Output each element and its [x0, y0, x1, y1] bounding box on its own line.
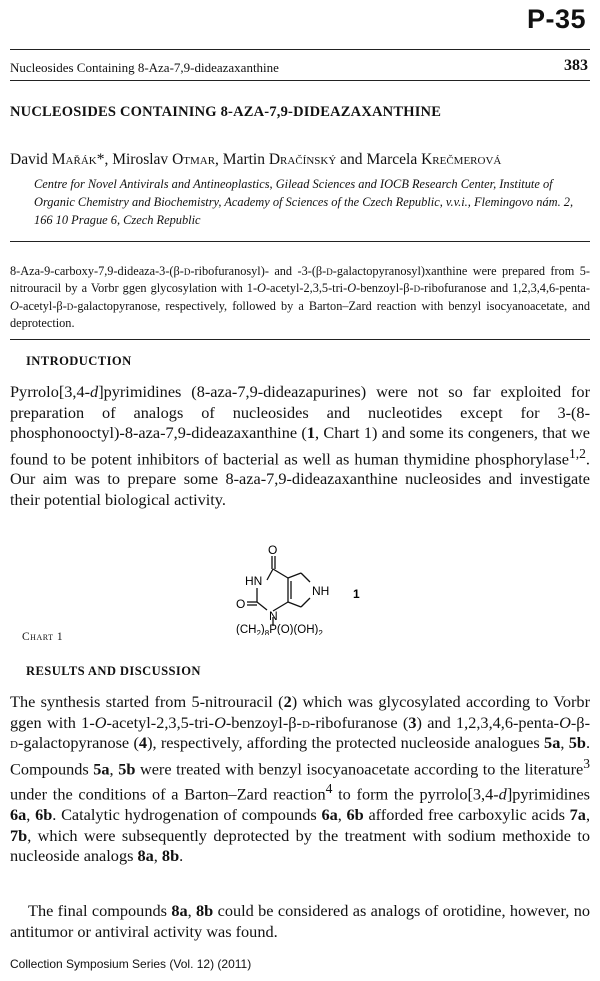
- page-code: P-35: [526, 4, 586, 34]
- author-name: David Mařák*: [10, 151, 105, 168]
- compound-number: 1: [353, 587, 360, 601]
- atom-o-top: O: [268, 543, 278, 557]
- abstract-rule-bottom: [10, 339, 590, 340]
- side-chain: [236, 624, 323, 635]
- atom-nh: NH: [312, 584, 330, 598]
- results-heading: RESULTS AND DISCUSSION: [26, 664, 201, 678]
- atom-o-bottom: O: [236, 597, 246, 611]
- author-name: Miroslav Otmar: [112, 151, 216, 168]
- chemical-structure-1: [228, 540, 398, 635]
- results-paragraph-1: The synthesis started from 5-nitrouracil (2) which was glycosylated according to Vorbr ggen with 1-O-acetyl-2,3,5-tri-O-benzoyl-β-d-ribofuranose (3) and 1,2,3,4,6-penta-O-β-d-galactopyranose (4), respectively, affording the protected nucleoside analogues 5a, 5b. Compounds 5a, 5b were treated with benzyl isocyanoacetate according to the literature$^3$ under the conditions of a Barton–Zard reaction$^4$ to form the pyrrolo[3,4-d]pyrimidines 6a, 6b. Catalytic hydrogenation of compounds 6a, 6b afforded free carboxylic acids 7a, 7b, which were subsequently deprotected by the treatment with sodium methoxide to nucleoside analogs 8a, 8b.: [10, 692, 591, 866]
- abstract: 8-Aza-9-carboxy-7,9-dideaza-3-(β-d-ribofuranosyl)- and -3-(β-d-galactopyranosyl)xanthine were prepared from 5-nitrouracil by a Vorbr ggen glycosylation with 1-O-acetyl-2,3,5-tri-O-benzoyl-β-d-ribofuranose and 1,2,3,4,6-penta-O-acetyl-β-d-galactopyranose, respectively, followed by a Barton–Zard reaction with benzyl isocyanoacetate, and deprotection.: [10, 264, 590, 330]
- header-rule-top: [10, 49, 590, 50]
- running-head: Nucleosides Containing 8-Aza-7,9-dideazaxanthine: [10, 60, 279, 75]
- structure-bonds: [247, 556, 310, 626]
- atom-n: N: [269, 609, 278, 623]
- chain-sub3: 2: [318, 629, 323, 635]
- chain-suffix: P(O)(OH): [269, 624, 319, 635]
- author-name: Marcela Krečmerová: [366, 151, 502, 168]
- author-name: Martin Dračínský: [222, 151, 337, 168]
- affiliation: Centre for Novel Antivirals and Antineoplastics, Gilead Sciences and IOCB Research Center, Institute of Organic Chemistry and Biochemistry, Academy of Sciences of the Czech Republic, v.v.i., Flemingovo nám. 2, 166 10 Prague 6, Czech Republic: [34, 177, 574, 227]
- header-rule-bottom: [10, 80, 590, 81]
- chain-mid: ): [260, 624, 265, 635]
- chain-prefix: (CH: [236, 624, 257, 635]
- atom-hn: HN: [245, 574, 263, 588]
- abstract-rule-top: [10, 241, 590, 242]
- chain-sub2: 8: [264, 629, 270, 635]
- author-list: David Mařák*, Miroslav Otmar, Martin Dračínský and Marcela Krečmerová: [10, 151, 502, 168]
- chart-caption: Chart 1: [22, 631, 64, 643]
- page-number: 383: [564, 57, 588, 74]
- paper-title: NUCLEOSIDES CONTAINING 8-AZA-7,9-DIDEAZAXANTHINE: [10, 104, 442, 120]
- intro-paragraph: Pyrrolo[3,4-d]pyrimidines (8-aza-7,9-dideazapurines) were not so far exploited for preparation of analogs of nucleosides and nucleotides except for 3-(8-phosphonooctyl)-8-aza-7,9-dideazaxanthine (1, Chart 1) and some its congeners, that we found to be potent inhibitors of bacterial as well as human thymidine phosphorylase$^{1,2}$. Our aim was to prepare some 8-aza-7,9-dideazaxanthine nucleosides and investigate their potential biological activity.: [10, 382, 591, 509]
- chain-sub: 2: [256, 629, 261, 635]
- results-paragraph-2: The final compounds 8a, 8b could be considered as analogs of orotidine, however, no antitumor or antiviral activity was found.: [10, 901, 590, 941]
- footer: Collection Symposium Series (Vol. 12) (2011): [10, 957, 252, 971]
- intro-heading: INTRODUCTION: [26, 354, 132, 368]
